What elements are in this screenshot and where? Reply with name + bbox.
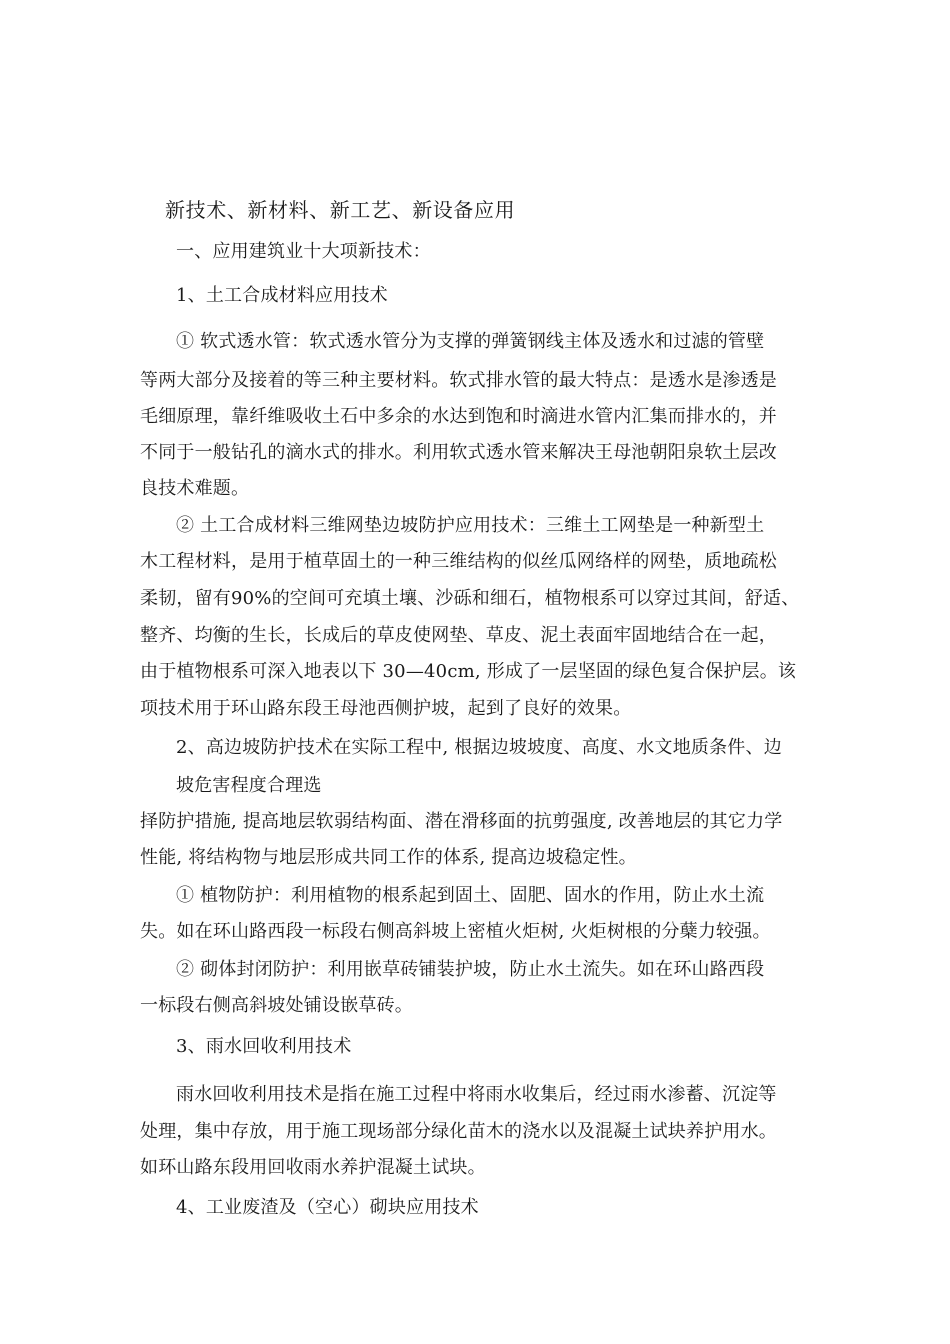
document-title: 新技术、新材料、新工艺、新设备应用 (165, 198, 516, 222)
subsection-heading: 3、雨水回收利用技术 (176, 1036, 352, 1057)
paragraph-line: ② 土工合成材料三维网垫边坡防护应用技术：三维土工网垫是一种新型土 (176, 515, 765, 536)
paragraph-line: 整齐、均衡的生长，长成后的草皮使网垫、草皮、泥土表面牢固地结合在一起， (140, 625, 777, 646)
paragraph-line: 良技术难题。 (140, 478, 250, 499)
subsection-heading: 1、土工合成材料应用技术 (176, 285, 388, 306)
paragraph-line: 柔韧，留有90%的空间可充填土壤、沙砾和细石，植物根系可以穿过其间，舒适、 (140, 588, 800, 609)
subsection-heading: 2、高边坡防护技术在实际工程中, 根据边坡坡度、高度、水文地质条件、边 (176, 737, 782, 758)
paragraph-line: 失。如在环山路西段一标段右侧高斜坡上密植火炬树, 火炬树根的分蘖力较强。 (140, 921, 771, 942)
paragraph-line: 性能, 将结构物与地层形成共同工作的体系, 提高边坡稳定性。 (140, 847, 637, 868)
paragraph-line: ② 砌体封闭防护：利用嵌草砖铺装护坡，防止水土流失。如在环山路西段 (176, 959, 765, 980)
paragraph-line: 项技术用于环山路东段王母池西侧护坡，起到了良好的效果。 (140, 698, 632, 719)
paragraph-line: 如环山路东段用回收雨水养护混凝土试块。 (140, 1157, 486, 1178)
paragraph-line: 不同于一般钻孔的滴水式的排水。利用软式透水管来解决王母池朝阳泉软土层改 (140, 442, 777, 463)
paragraph-line: 雨水回收利用技术是指在施工过程中将雨水收集后，经过雨水渗蓄、沉淀等 (176, 1084, 777, 1105)
paragraph-line: 坡危害程度合理选 (176, 775, 322, 796)
paragraph-line: 择防护措施, 提高地层软弱结构面、潜在滑移面的抗剪强度, 改善地层的其它力学 (140, 811, 783, 832)
paragraph-line: 由于植物根系可深入地表以下 30—40cm, 形成了一层坚固的绿色复合保护层。该 (140, 661, 797, 682)
subsection-heading: 4、工业废渣及（空心）砌块应用技术 (176, 1197, 479, 1218)
section-heading-1: 一、应用建筑业十大项新技术： (176, 241, 431, 262)
paragraph-line: ① 软式透水管：软式透水管分为支撑的弹簧钢线主体及透水和过滤的管壁 (176, 331, 765, 352)
paragraph-line: 毛细原理，靠纤维吸收土石中多余的水达到饱和时滴进水管内汇集而排水的，并 (140, 406, 777, 427)
paragraph-line: 等两大部分及接着的等三种主要材料。软式排水管的最大特点：是透水是渗透是 (140, 370, 777, 391)
paragraph-line: 处理，集中存放，用于施工现场部分绿化苗木的浇水以及混凝土试块养护用水。 (140, 1121, 777, 1142)
paragraph-line: 木工程材料，是用于植草固土的一种三维结构的似丝瓜网络样的网垫，质地疏松 (140, 551, 777, 572)
paragraph-line: ① 植物防护：利用植物的根系起到固土、固肥、固水的作用，防止水土流 (176, 885, 765, 906)
paragraph-line: 一标段右侧高斜坡处铺设嵌草砖。 (140, 995, 413, 1016)
